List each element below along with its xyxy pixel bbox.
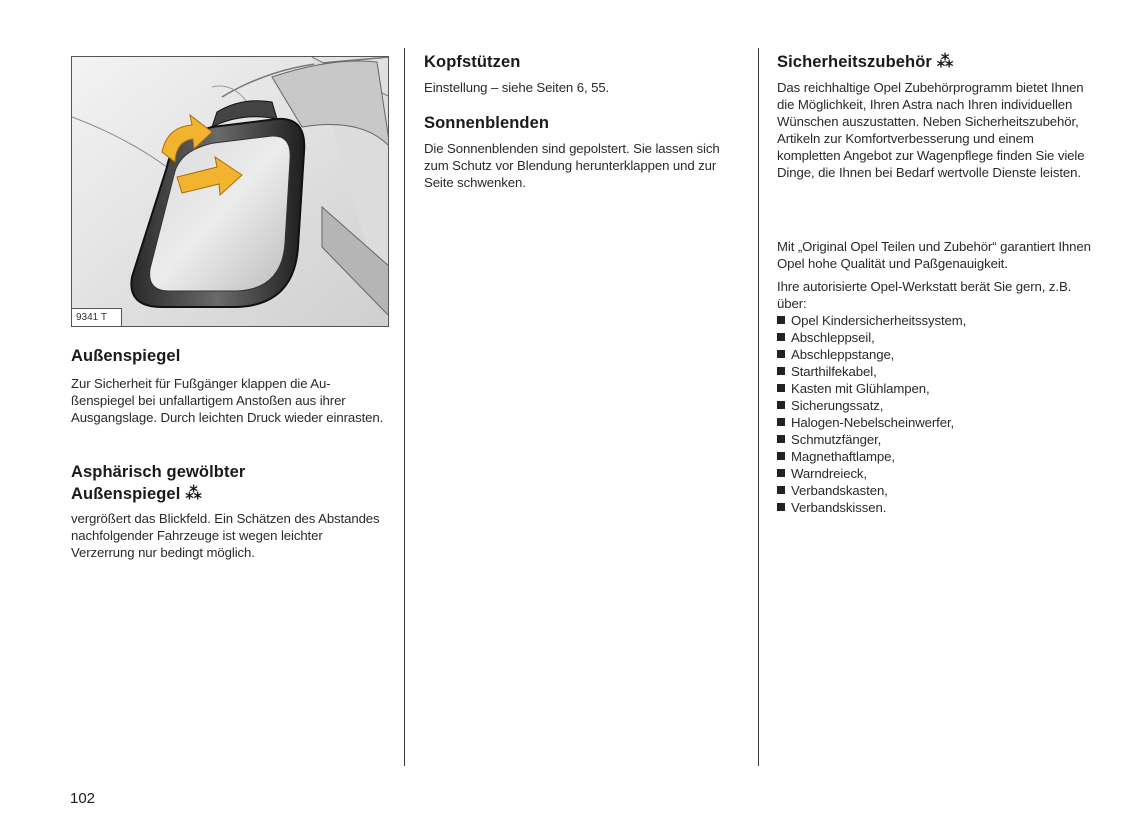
accessory-list (777, 312, 1095, 516)
page-number: 102 (70, 790, 96, 807)
paragraph-original-teile: Mit „Original Opel Teilen und Zubehör“ garantiert Ihnen Opel hohe Qualität und Paßgenauigkeit. (777, 239, 1091, 271)
list-item: Warndreieck, (777, 465, 1095, 482)
heading-aspharisch-line2: Außenspiegel ⁂ (71, 485, 203, 503)
heading-aspharisch-line1: Asphärisch gewölbter (71, 463, 246, 481)
column-divider-right (758, 48, 759, 766)
column-divider-left (404, 48, 405, 766)
paragraph-aspharisch: vergrößert das Blickfeld. Ein Schätzen des Abstandes nachfolgender Fahrzeuge ist wegen leichter Verzerrung nur bedingt möglich. (71, 511, 380, 560)
paragraph-werkstatt: Ihre autorisierte Opel-Werkstatt berät Sie gern, z.B. über: (777, 279, 1072, 311)
heading-aussenspiegel: Außenspiegel (71, 347, 181, 365)
list-item: Sicherungssatz, (777, 397, 1095, 414)
bullet-square-icon (777, 333, 785, 341)
heading-kopfstuetzen: Kopfstützen (424, 53, 521, 71)
mirror-folding-illustration (72, 57, 389, 327)
list-item: Verbandskissen. (777, 499, 1095, 516)
bullet-square-icon (777, 367, 785, 375)
heading-sonnenblenden: Sonnenblenden (424, 114, 550, 132)
bullet-square-icon (777, 350, 785, 358)
bullet-square-icon (777, 418, 785, 426)
paragraph-kopfstuetzen: Einstellung – siehe Seiten 6, 55. (424, 80, 610, 95)
list-item: Abschleppseil, (777, 329, 1095, 346)
mirror-figure (71, 56, 389, 327)
heading-sicherheitszubehoer: Sicherheitszubehör ⁂ (777, 53, 954, 71)
figure-label: 9341 T (72, 308, 122, 326)
bullet-square-icon (777, 435, 785, 443)
paragraph-aussenspiegel: Zur Sicherheit für Fußgänger klappen die Außenspiegel bei unfallartigem Anstoßen aus ihrer Ausgangslage. Durch leichten Druck wieder einrasten. (71, 376, 384, 425)
bullet-square-icon (777, 486, 785, 494)
list-item: Starthilfekabel, (777, 363, 1095, 380)
list-item: Halogen-Nebelscheinwerfer, (777, 414, 1095, 431)
list-item: Kasten mit Glühlampen, (777, 380, 1095, 397)
paragraph-sonnenblenden: Die Sonnenblenden sind gepolstert. Sie lassen sich zum Schutz vor Blendung herunterklappen und zur Seite schwenken. (424, 141, 720, 190)
bullet-square-icon (777, 384, 785, 392)
list-item: Magnethaftlampe, (777, 448, 1095, 465)
bullet-square-icon (777, 452, 785, 460)
list-item: Schmutzfänger, (777, 431, 1095, 448)
list-item: Abschleppstange, (777, 346, 1095, 363)
bullet-square-icon (777, 316, 785, 324)
bullet-square-icon (777, 401, 785, 409)
list-item: Opel Kindersicherheitssystem, (777, 312, 1095, 329)
paragraph-zubehoer-intro: Das reichhaltige Opel Zubehörprogramm bietet Ihnen die Möglichkeit, Ihren Astra nach Ihren individuellen Wünschen auszustatten. Neben Sicherheitszubehör, Artikeln zur Komfortverbesserung und einem kompletten Angebot zur Wagenpflege finden Sie viele Dinge, die Ihnen bei Bedarf wertvolle Dienste leisten. (777, 80, 1085, 180)
bullet-square-icon (777, 503, 785, 511)
bullet-square-icon (777, 469, 785, 477)
list-item: Verbandskasten, (777, 482, 1095, 499)
